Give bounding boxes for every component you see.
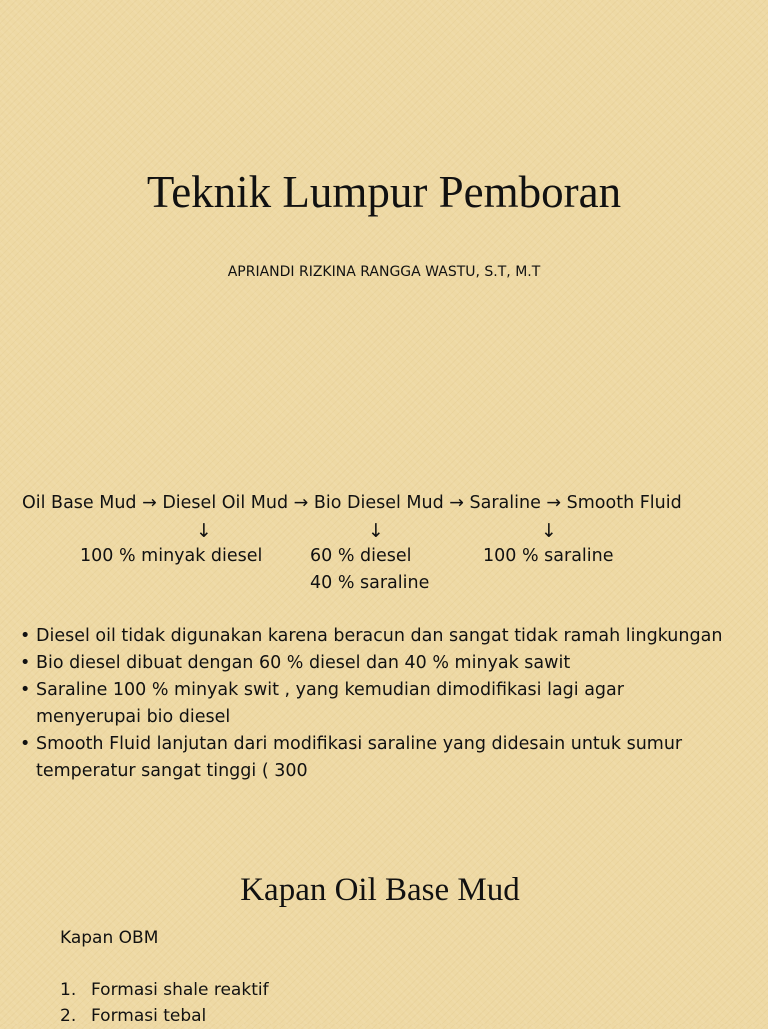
bullet-icon: • — [20, 734, 31, 754]
composition-diesel-oil-mud: 100 % minyak diesel — [80, 546, 263, 566]
bullet-icon: • — [20, 653, 31, 673]
list-item-text: Formasi shale reaktif — [91, 980, 269, 1000]
list-item-text: Formasi tebal — [91, 1006, 207, 1026]
list-item — [20, 623, 760, 650]
bullet-icon: • — [20, 680, 31, 700]
list-item — [60, 977, 269, 1003]
composition-saraline: 100 % saraline — [483, 546, 614, 566]
composition-bio-diesel-line2: 40 % saraline — [310, 573, 430, 593]
bullet-text: Diesel oil tidak digunakan karena beracun dan sangat tidak ramah lingkungan — [36, 626, 723, 646]
list-number: 1. — [60, 980, 77, 1000]
list-item — [20, 731, 760, 785]
bullet-text: Bio diesel dibuat dengan 60 % diesel dan 40 % minyak sawit — [36, 653, 571, 673]
section-title: Kapan Oil Base Mud — [240, 872, 520, 908]
down-arrow-icon: ↓ — [368, 520, 384, 542]
list-item — [20, 677, 760, 731]
numbered-list — [60, 977, 269, 1029]
list-number: 2. — [60, 1006, 77, 1026]
section-intro: Kapan OBM — [60, 928, 159, 948]
list-item — [20, 650, 760, 677]
down-arrow-icon: ↓ — [541, 520, 557, 542]
mud-evolution-flow: Oil Base Mud → Diesel Oil Mud → Bio Diesel Mud → Saraline → Smooth Fluid — [22, 493, 682, 513]
down-arrow-icon: ↓ — [196, 520, 212, 542]
bullet-text: Saraline 100 % minyak swit , yang kemudian dimodifikasi lagi agar menyerupai bio diesel — [36, 680, 624, 727]
author-name: APRIANDI RIZKINA RANGGA WASTU, S.T, M.T — [227, 264, 541, 280]
slide-title: Teknik Lumpur Pemboran — [146, 167, 622, 217]
bullet-text: Smooth Fluid lanjutan dari modifikasi saraline yang didesain untuk sumur temperatur sangat tinggi ( 300 — [36, 734, 683, 781]
composition-bio-diesel-line1: 60 % diesel — [310, 546, 412, 566]
bullet-icon: • — [20, 626, 31, 646]
list-item — [60, 1003, 269, 1029]
bullet-list — [20, 623, 760, 785]
